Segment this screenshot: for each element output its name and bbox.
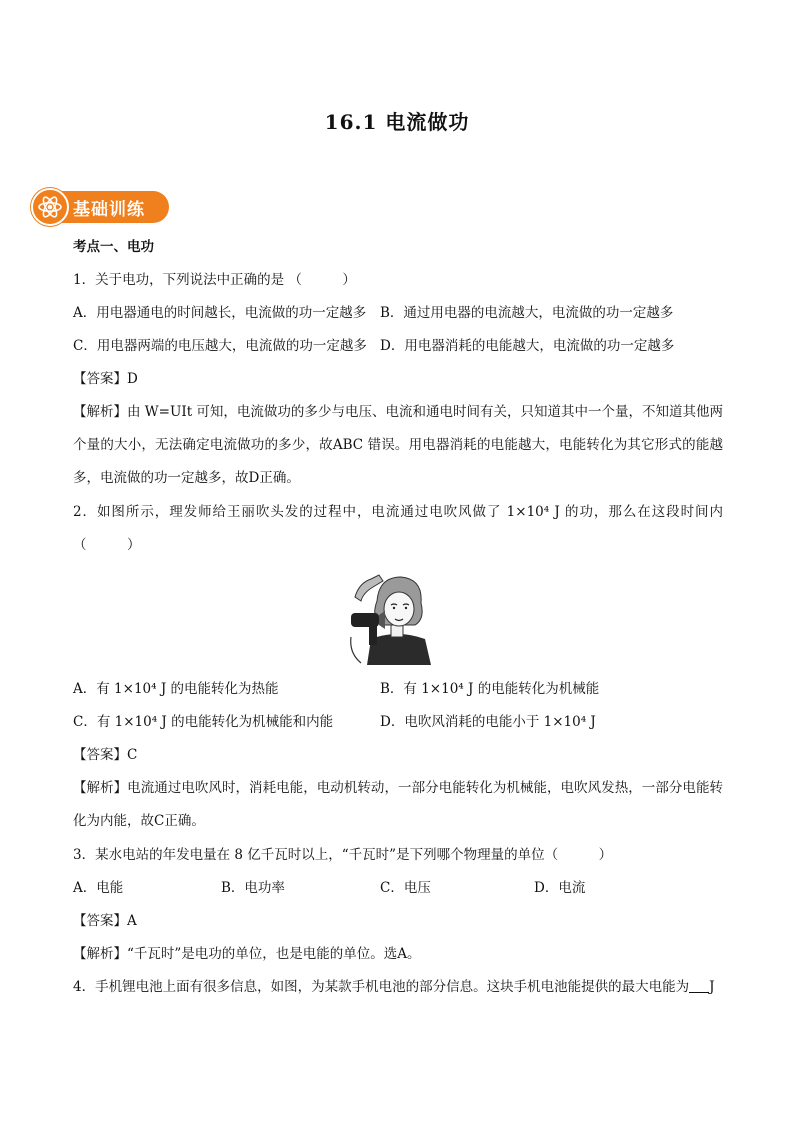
q4-unit: J <box>709 979 715 995</box>
q1-option-b: B．通过用电器的电流越大，电流做的功一定越多 <box>380 305 674 321</box>
q4-stem <box>73 978 715 996</box>
q2-stem: 2．如图所示，理发师给王丽吹头发的过程中，电流通过电吹风做了 1×10⁴ J 的功，那么在这段时间内（ ） <box>73 504 723 553</box>
q3-answer: 【答案】A <box>73 913 137 929</box>
q1-option-d: D．用电器消耗的电能越大，电流做的功一定越多 <box>380 338 675 354</box>
q2-option-a: A．有 1×10⁴ J 的电能转化为热能 <box>73 681 279 697</box>
q1-stem: 1．关于电功，下列说法中正确的是 （ ） <box>73 272 356 288</box>
page-title: 16.1 电流做功 <box>324 110 470 134</box>
q2-answer: 【答案】C <box>73 747 138 763</box>
answer-blank <box>689 978 709 993</box>
q3-option-b: B．电功率 <box>221 880 285 896</box>
q3-option-c: C．电压 <box>380 880 431 896</box>
q4-stem-text: 4．手机锂电池上面有很多信息，如图，为某款手机电池的部分信息。这块手机电池能提供的最大电能为 <box>73 979 690 995</box>
hairdryer-illustration <box>349 567 445 665</box>
q3-stem: 3．某水电站的年发电量在 8 亿千瓦时以上，“千瓦时”是下列哪个物理量的单位（ ） <box>73 847 613 863</box>
section-banner <box>31 188 171 226</box>
q1-analysis: 【解析】由 W=UIt 可知，电流做功的多少与电压、电流和通电时间有关，只知道其中一个量，不知道其他两个量的大小，无法确定电流做功的多少，故ABC 错误。用电器消耗的电能越大，电能转化为其它形式的能越多，电流做的功一定越多，故D正确。 <box>73 404 723 486</box>
q2-option-b: B．有 1×10⁴ J 的电能转化为机械能 <box>380 681 600 697</box>
banner-label: 基础训练 <box>73 200 145 220</box>
q3-option-a: A．电能 <box>73 880 124 896</box>
q2-option-c: C．有 1×10⁴ J 的电能转化为机械能和内能 <box>73 714 334 730</box>
q1-answer: 【答案】D <box>73 371 138 387</box>
q3-analysis: 【解析】“千瓦时”是电功的单位，也是电能的单位。选A。 <box>73 946 421 962</box>
q3-option-d: D．电流 <box>534 880 586 896</box>
q1-option-a: A．用电器通电的时间越长，电流做的功一定越多 <box>73 305 367 321</box>
q1-option-c: C．用电器两端的电压越大，电流做的功一定越多 <box>73 338 367 354</box>
q2-analysis: 【解析】电流通过电吹风时，消耗电能，电动机转动，一部分电能转化为机械能，电吹风发热，一部分电能转化为内能，故C正确。 <box>73 780 723 829</box>
section-heading: 考点一、电功 <box>73 239 154 255</box>
atom-icon <box>31 188 69 226</box>
q2-option-d: D．电吹风消耗的电能小于 1×10⁴ J <box>380 714 596 730</box>
